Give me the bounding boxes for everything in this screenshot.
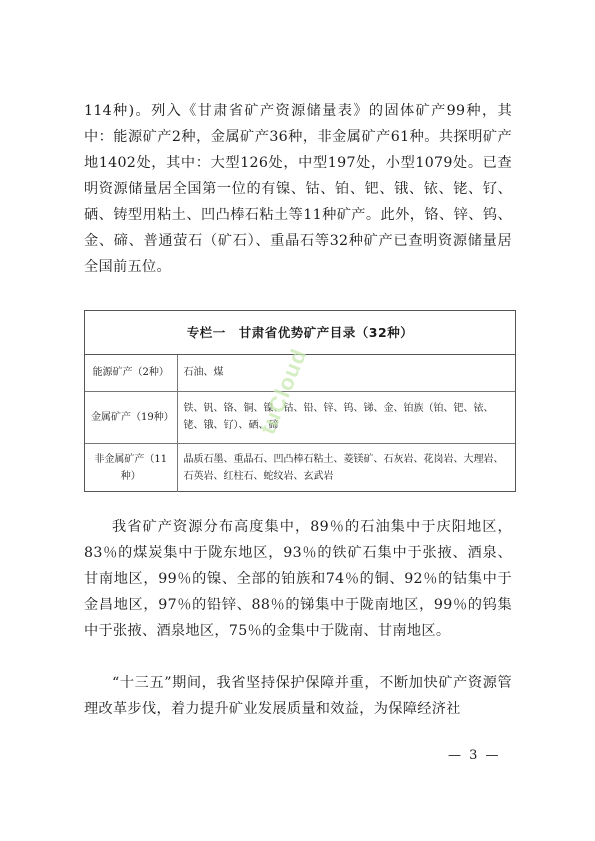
row-items: 石油、煤 xyxy=(177,355,515,391)
box-title: 专栏一 甘肃省优势矿产目录（32种） xyxy=(85,311,515,355)
paragraph-distribution: 我省矿产资源分布高度集中，89％的石油集中于庆阳地区，83％的煤炭集中于陇东地区，93％的铁矿石集中于张掖、酒泉、甘南地区，99％的镍、全部的铂族和74％的铜、92％的钴集中于金昌地区，97％的铅锌、88％的锑集中于陇南地区，99％的钨集中于张掖、酒泉地区，75％的金集中于陇南、甘南地区。 xyxy=(84,519,512,639)
paragraph-mineral-overview: 114种)。列入《甘肃省矿产资源储量表》的固体矿产99种，其中：能源矿产2种，金属矿产36种，非金属矿产61种。共探明矿产地1402处，其中：大型126处，中型197处，小型1079处。已查明资源储量居全国第一位的有镍、钴、铂、钯、锇、铱、铑、钌、硒、铸型用粘土、凹凸棒石粘土等11种矿产。此外，铬、锌、钨、金、碲、普通萤石（矿石）、重晶石等32种矿产已查明资源储量居全国前五位。 xyxy=(84,103,512,275)
minerals-table xyxy=(85,355,515,492)
paragraph-13th-five-year: “十三五”期间，我省坚持保护保障并重，不断加快矿产资源管理改革步伐，着力提升矿业发展质量和效益，为保障经济社 xyxy=(84,675,512,717)
table-row xyxy=(85,355,515,391)
row-category: 非金属矿产（11种） xyxy=(85,443,177,492)
row-items: 晶质石墨、重晶石、凹凸棒石粘土、菱镁矿、石灰岩、花岗岩、大理岩、石英岩、红柱石、蛇纹岩、玄武岩 xyxy=(177,443,515,492)
svg-text:tuCloud: tuCloud xyxy=(254,344,312,438)
column-box-advantage-minerals xyxy=(84,310,516,492)
table-row xyxy=(85,443,515,492)
row-category: 能源矿产（2种） xyxy=(85,355,177,391)
row-category: 金属矿产（19种） xyxy=(85,391,177,443)
page-number: — 3 — xyxy=(448,748,501,763)
table-row xyxy=(85,391,515,443)
row-items: 铁、钒、铬、铜、镍、钴、铅、锌、钨、锑、金、铂族（铂、钯、铱、铑、锇、钌）、硒、碲 xyxy=(177,391,515,443)
